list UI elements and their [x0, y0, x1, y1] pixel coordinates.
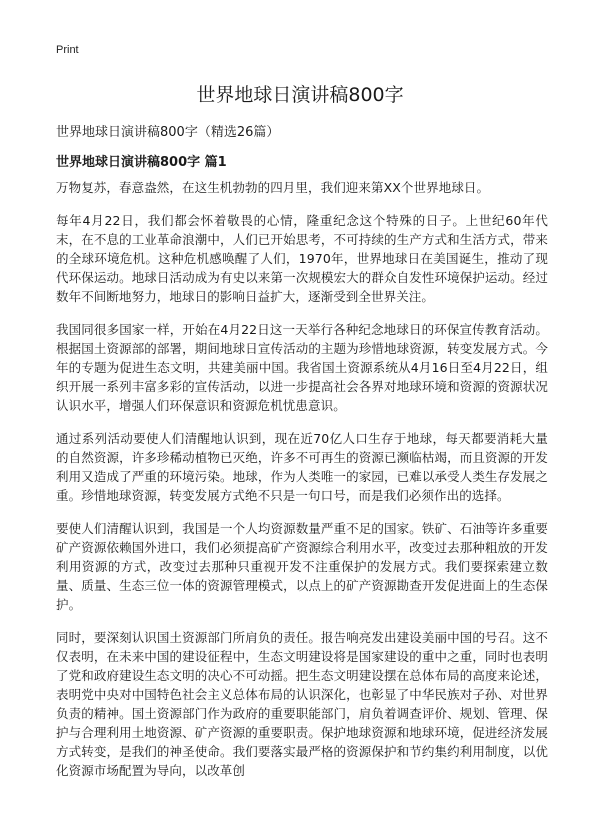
article-body	[56, 178, 548, 794]
paragraph-3: 我国同很多国家一样，开始在4月22日这一天举行各种纪念地球日的环保宣传教育活动。根据国土资源部的部署，期间地球日宣传活动的主题为珍惜地球资源，转变发展方式。今年的专题为促进生态文明，共建美丽中国。我省国土资源系统从4月16日至4月22日，组织开展一系列丰富多彩的宣传活动，以进一步提高社会各界对地球环境和资源的资源状况认识水平，增强人们环保意识和资源危机忧患意识。	[56, 322, 548, 413]
paragraph-2: 每年4月22日，我们都会怀着敬畏的心情，隆重纪念这个特殊的日子。上世纪60年代末，在不息的工业革命浪潮中，人们已开始思考，不可持续的生产方式和生活方式，带来的全球环境危机。这种危机感唤醒了人们，1970年，世界地球日在美国诞生，推动了现代环保运动。地球日活动成为有史以来第一次规模宏大的群众自发性环境保护运动。经过数年不间断地努力，地球日的影响日益扩大，逐渐受到全世界关注。	[56, 213, 548, 304]
document-subtitle: 世界地球日演讲稿800字（精选26篇）	[56, 125, 280, 140]
paragraph-4: 通过系列活动要使人们清醒地认识到，现在近70亿人口生存于地球，每天都要消耗大量的自然资源，许多珍稀动植物已灭绝，许多不可再生的资源已濒临枯竭，而且资源的开发利用又造成了严重的环境污染。地球，作为人类唯一的家园，已难以承受人类生存发展之重。珍惜地球资源，转变发展方式绝不只是一句口号，而是我们必须作出的选择。	[56, 431, 548, 503]
print-link[interactable]: Print	[56, 44, 79, 56]
paragraph-5: 要使人们清醒认识到，我国是一个人均资源数量严重不足的国家。铁矿、石油等许多重要矿产资源依赖国外进口，我们必须提高矿产资源综合利用水平，改变过去那种粗放的开发利用资源的方式，改变过去那种只重视开发不注重保护的发展方式。我们要探索建立数量、质量、生态三位一体的资源管理模式，以点上的矿产资源勘查开发促进面上的生态保护。	[56, 521, 548, 612]
page-title: 世界地球日演讲稿800字	[196, 84, 404, 106]
section-heading: 世界地球日演讲稿800字 篇1	[56, 155, 227, 170]
paragraph-6: 同时，要深刻认识国土资源部门所肩负的责任。报告响亮发出建设美丽中国的号召。这不仅表明，在未来中国的建设征程中，生态文明建设将是国家建设的重中之重，同时也表明了党和政府建设生态文明的决心不可动摇。把生态文明建设摆在总体布局的高度来论述，表明党中央对中国特色社会主义总体布局的认识深化，也彰显了中华民族对子孙、对世界负责的精神。国土资源部门作为政府的重要职能部门，肩负着调查评价、规划、管理、保护与合理利用土地资源、矿产资源的重要职责。保护地球资源和地球环境，促进经济发展方式转变，是我们的神圣使命。我们要落实最严格的资源保护和节约集约利用制度，以优化资源市场配置为导向，以改革创	[56, 630, 548, 778]
paragraph-1: 万物复苏，春意盎然，在这生机勃勃的四月里，我们迎来第XX个世界地球日。	[56, 180, 490, 195]
